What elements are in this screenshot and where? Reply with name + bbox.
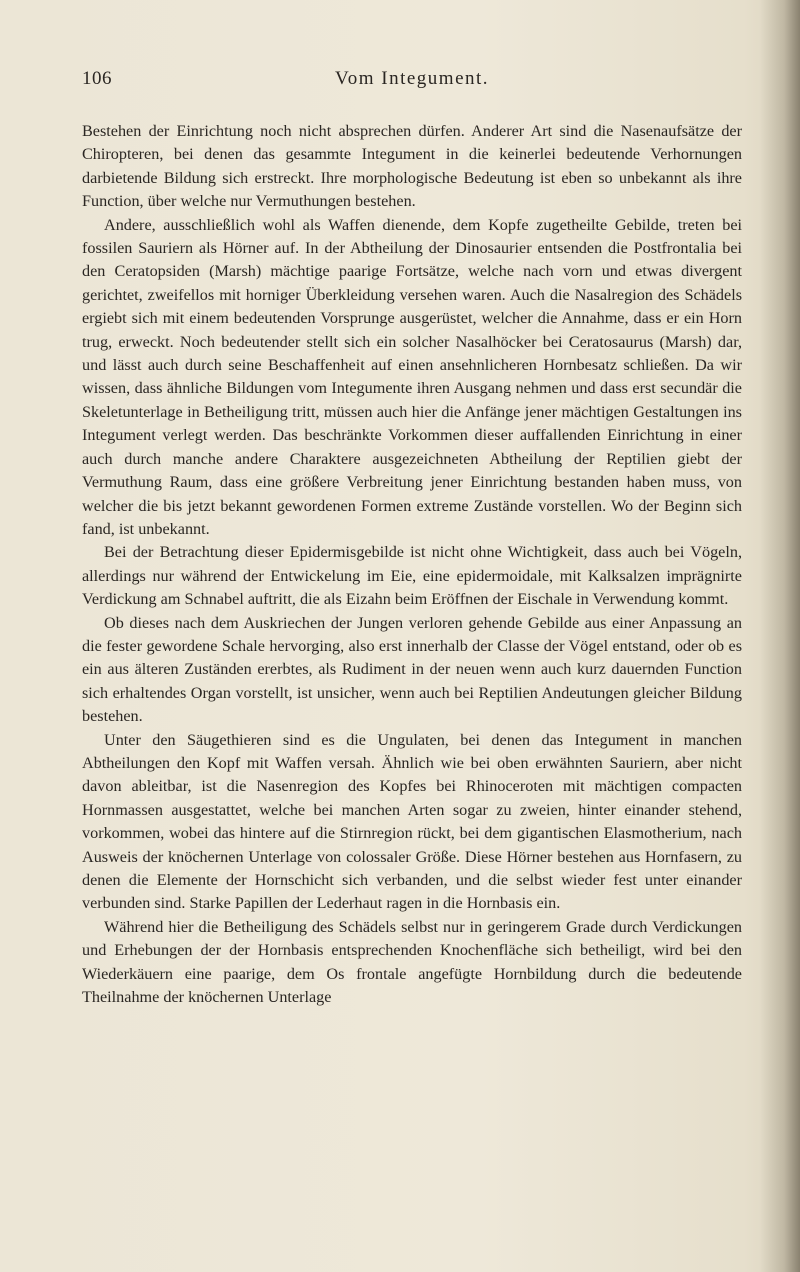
paragraph-4: Ob dieses nach dem Auskriechen der Jungen verloren gehende Gebilde aus einer Anpassung an die fester gewordene Schale hervorging, also erst innerhalb der Classe der Vögel entstand, oder ob es ein aus älteren Zuständen ererbtes, als Rudiment in der neuen wenn auch kurz dauernden Function sich erhaltendes Organ vorstellt, ist unsicher, wenn auch bei Reptilien Andeutungen gleicher Bildung bestehen. xyxy=(82,613,742,726)
body-text xyxy=(82,120,742,1009)
paragraph-3: Bei der Betrachtung dieser Epidermisgebilde ist nicht ohne Wichtigkeit, dass auch bei Vögeln, allerdings nur während der Entwickelung im Eie, eine epidermoidale, mit Kalksalzen imprägnirte Verdickung am Schnabel auftritt, die als Eizahn beim Eröffnen der Eischale in Verwendung kommt. xyxy=(82,543,742,609)
running-head: Vom Integument. xyxy=(334,68,490,89)
page-edge-shadow xyxy=(760,0,800,1272)
paragraph-1: Bestehen der Einrichtung noch nicht absprechen dürfen. Anderer Art sind die Nasenaufsätze der Chiropteren, bei denen das gesammte Integument in die keinerlei bedeutende Verhornungen darbietende Bildung sich erstreckt. Ihre morphologische Bedeutung ist eben so unbekannt als ihre Function, über welche nur Vermuthungen bestehen. xyxy=(82,122,742,211)
page-header xyxy=(82,68,742,98)
paragraph-6: Während hier die Betheiligung des Schädels selbst nur in geringerem Grade durch Verdickungen und Erhebungen der der Hornbasis entsprechenden Knochenfläche sich betheiligt, wird bei den Wiederkäuern eine paarige, dem Os frontale angefügte Hornbildung durch die bedeutende Theilnahme der knöchernen Unterlage xyxy=(82,917,742,1007)
paragraph-5: Unter den Säugethieren sind es die Ungulaten, bei denen das Integument in manchen Abtheilungen den Kopf mit Waffen versah. Ähnlich wie bei oben erwähnten Sauriern, aber nicht davon ableitbar, ist die Nasenregion des Kopfes bei Rhinoceroten mit mächtigen compacten Hornmassen ausgestattet, welche bei manchen Arten sogar zu zweien, hinter einander stehend, vorkommen, wobei das hintere auf die Stirnregion rückt, bei dem gigantischen Elasmotherium, nach Ausweis der knöchernen Unterlage von colossaler Größe. Diese Hörner bestehen aus Hornfasern, zu denen die Elemente der Hornschicht sich verbanden, und die selbst wieder fest unter einander verbunden sind. Starke Papillen der Lederhaut ragen in die Hornbasis ein. xyxy=(82,730,742,913)
page-number: 106 xyxy=(82,68,112,89)
paragraph-2: Andere, ausschließlich wohl als Waffen dienende, dem Kopfe zugetheilte Gebilde, treten bei fossilen Sauriern als Hörner auf. In der Abtheilung der Dinosaurier entsenden die Postfrontalia bei den Ceratopsiden (Marsh) mächtige paarige Fortsätze, welche nach vorn und etwas divergent gerichtet, zweifellos mit horniger Überkleidung versehen waren. Auch die Nasalregion des Schädels ergiebt sich mit einem bedeutenden Vorsprunge ausgerüstet, welcher die Annahme, dass er ein Horn trug, erweckt. Noch bedeutender stellt sich ein solcher Nasalhöcker bei Ceratosaurus (Marsh) dar, und lässt auch durch seine Beschaffenheit auf einen ansehnlicheren Hornbesatz schließen. Da wir wissen, dass ähnliche Bildungen vom Integumente ihren Ausgang nehmen und dass erst secundär die Skeletunterlage in Betheiligung tritt, müssen auch hier die Anfänge jener mächtigen Gestaltungen ins Integument verlegt werden. Das beschränkte Vorkommen dieser auffallenden Einrichtung in einer auch durch manche andere Charaktere ausgezeichneten Abtheilung der Reptilien giebt der Vermuthung Raum, dass eine größere Verbreitung jener Einrichtung bestanden haben muss, von welcher die bis jetzt bekannt gewordenen Formen extreme Zustände vorstellen. Wo der Beginn sich fand, ist unbekannt. xyxy=(82,215,742,538)
